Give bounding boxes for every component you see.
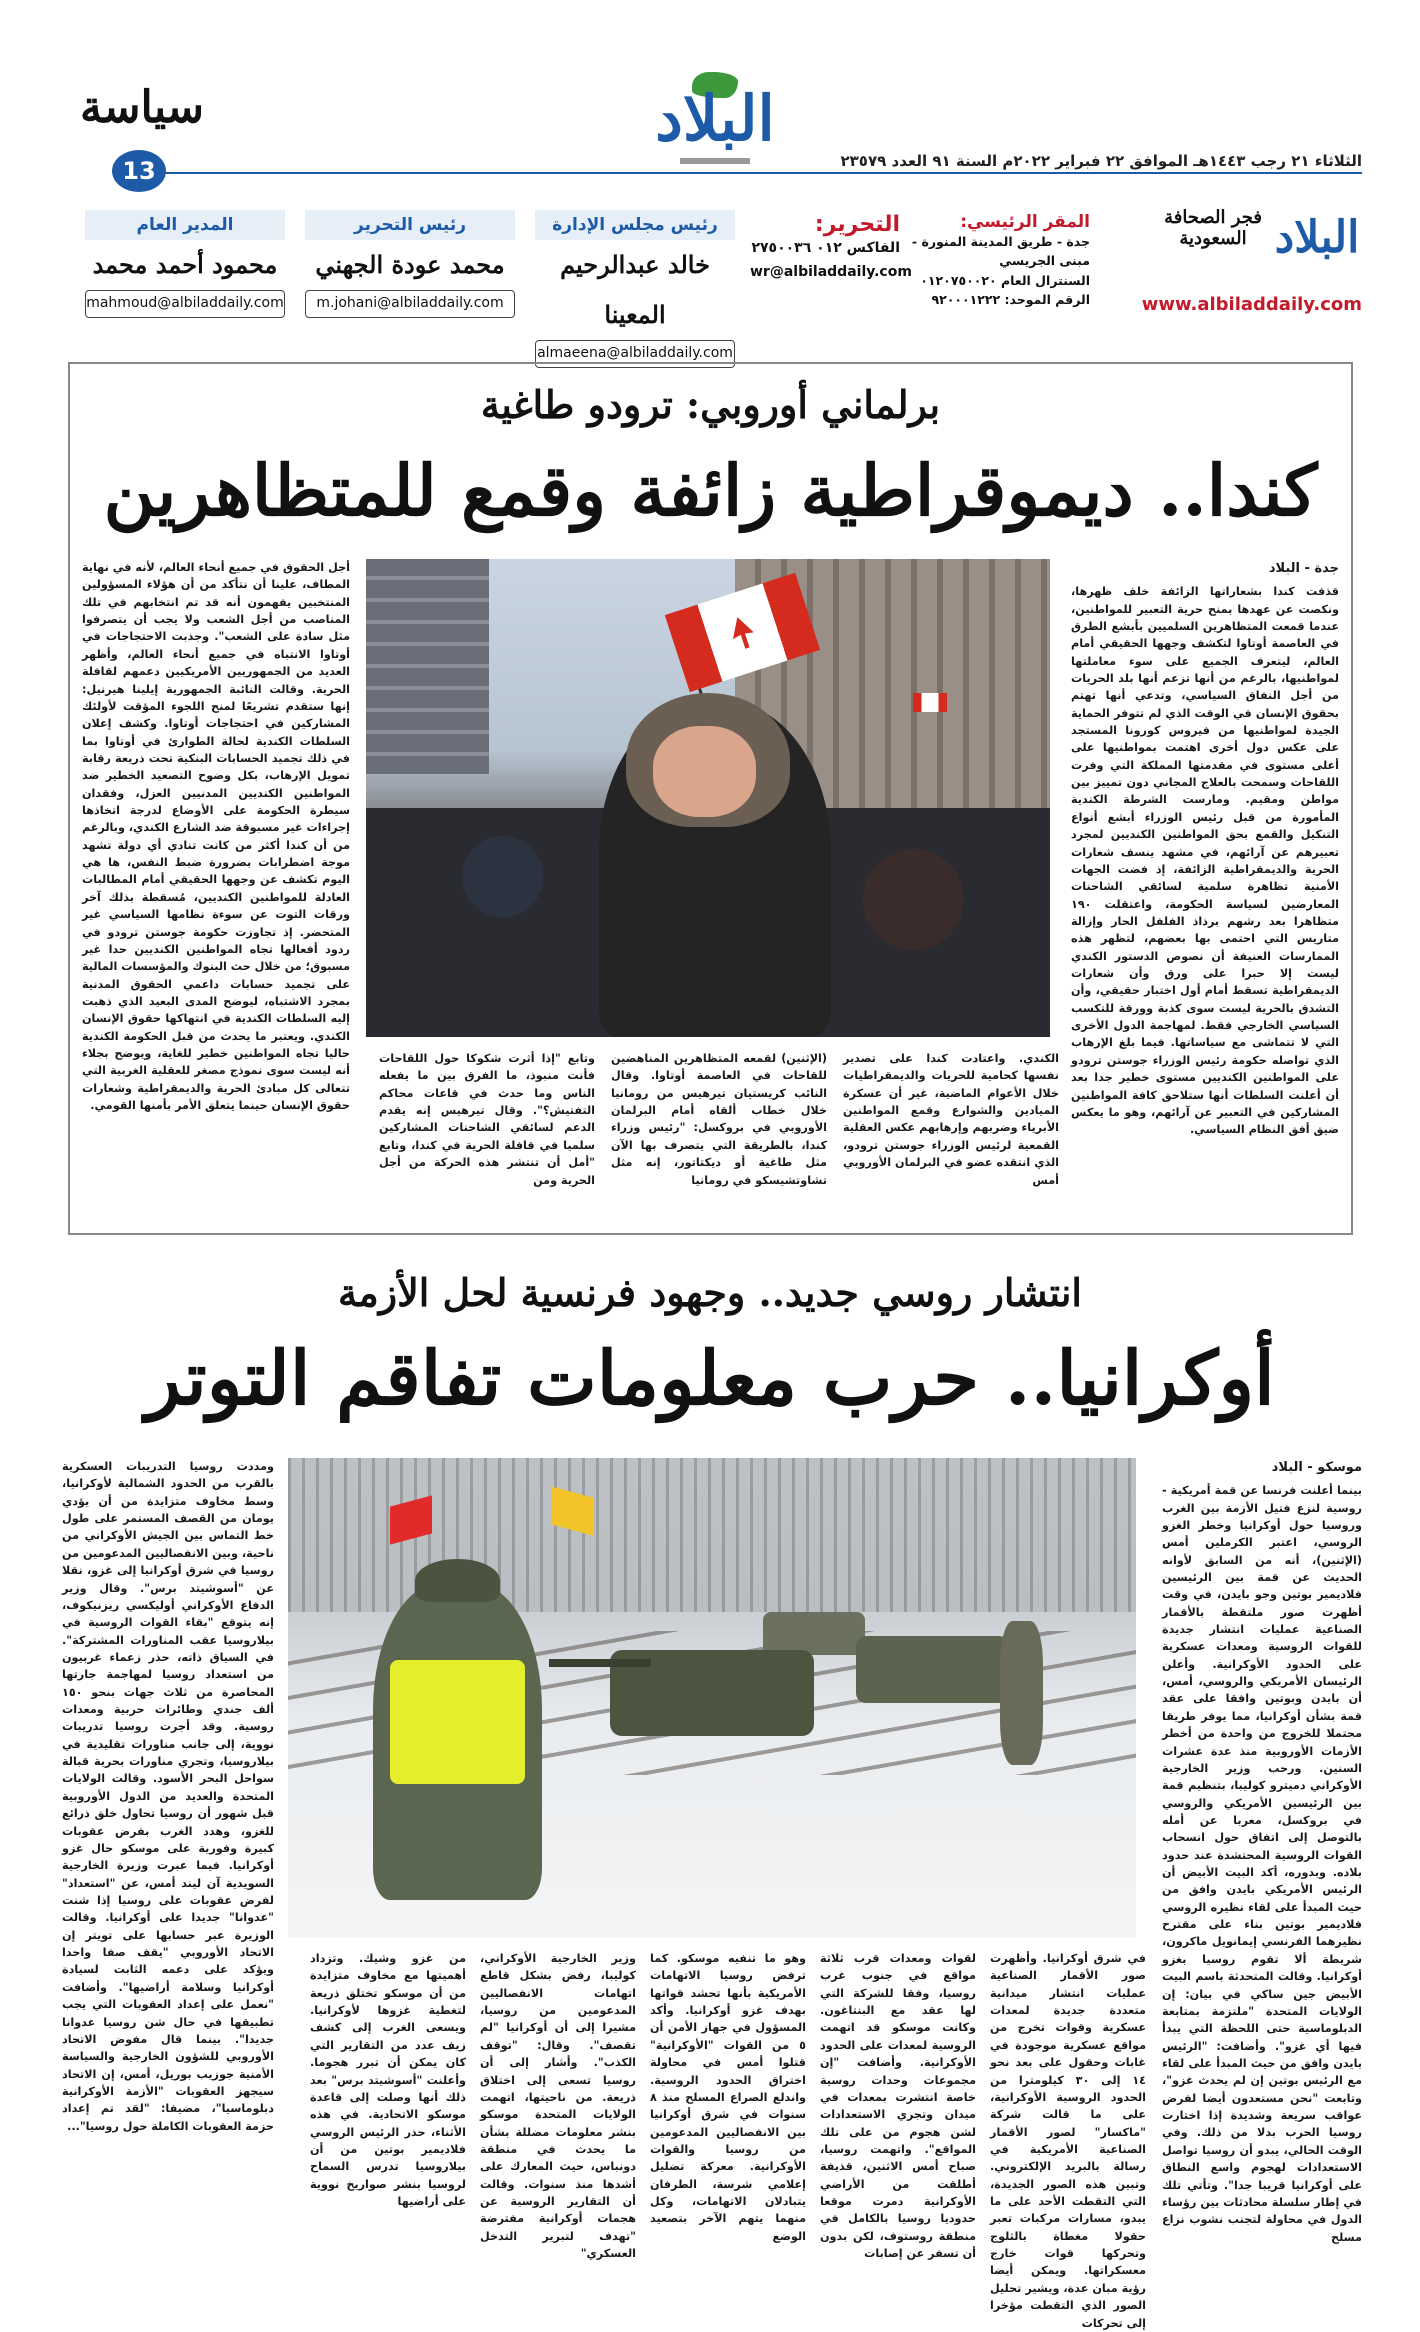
headquarters-info [910,212,1090,310]
masthead-logo[interactable]: البلاد [1274,212,1360,263]
tank-icon [856,1636,1009,1703]
chairman-role: رئيس مجلس الإدارة [535,210,735,240]
masthead [0,200,1420,361]
article2-column-left: ومددت روسيا التدريبات العسكرية بالقرب من الحدود الشمالية لأوكرانيا، وسط مخاوف متزايدة من أن يؤدي يومان من القصف المستمر على طول خط التماس بين الجيش الأوكراني من ناحية، وبين الانفصاليين المدعومين من روسيا في شرق أوكرانيا إلى غزو، نقلا عن "أسوشيتد برس". وقال وزير الدفاع الأوكراني أوليكسي ريزنيكوف، إنه يتوقع "بقاء القوات الروسية في بيلاروسيا عقب المناورات المشتركة". في السياق ذاته، حذر زعماء غربيون من استعداد روسيا لمهاجمة جارتها المحاصرة من ثلاث جهات بنحو ١٥٠ ألف جندي وطائرات حربية ومعدات روسية. وقد أجرت روسيا تدريبات نووية، إلى جانب مناورات تقليدية في بيلاروسيا، وتجري مناورات بحرية قبالة سواحل البحر الأسود. وقالت الولايات المتحدة والعديد من الدول الأوروبية قبل شهور أن روسيا تحاول خلق ذرائع للغزو، وهدد الغرب بفرض عقوبات كبيرة وفورية على موسكو حال غزو أوكرانيا. فيما عبرت وزيرة الخارجية السويدية آن ليند أمس، عن "استعداد" لفرض عقوبات على روسيا إذا شنت "عدوانا" جديدا على أوكرانيا. وقالت الوزيرة عبر حسابها على تويتر إن الاتحاد الأوروبي "يقف صفا واحدا ويؤكد على دعمه الثابت لسيادة أوكرانيا وسلامة أراضيها". وأضافت "نعمل على إعداد العقوبات التي يجب تطبيقها في حال شن روسيا عدوانا جديدا". بينما قال مفوض الاتحاد الأوروبي للشؤون الخارجية والسياسة الأمنية جوزيب بوريل، أمس، إن الاتحاد سيجهز العقوبات "الأزمة الأوكرانية دبلوماسيا"، مضيفا: "لقد تم إعداد حزمة العقوبات الكاملة حول روسيا"... [62,1460,274,2133]
logo-text: البلاد [655,82,775,155]
issue-date-line: الثلاثاء ٢١ رجب ١٤٤٣هـ الموافق ٢٢ فبراير ٢٠٢٢م السنة ٩١ العدد ٢٣٥٧٩ [840,152,1362,170]
soldier-figure [1000,1621,1042,1765]
editorial-email[interactable]: wr@albiladdaily.com [750,263,912,280]
article1-headline: كندا.. ديموقراطية زائفة وقمع للمتظاهرين [103,449,1318,532]
article2-column-bottom-4: وزير الخارجية الأوكراني، كوليبا، رفض بشكل قاطع اتهامات الانفصاليين المدعومين من روسيا، مشيرا إلى أن أوكرانيا "لم تقصف". وقال: "توقف الكذب". وأشار إلى أن روسيا تسعى إلى اختلاق ذريعة. من ناحيتها، اتهمت الولايات المتحدة موسكو بنشر معلومات مضللة بشأن ما يحدث في منطقة دونباس، حيث المعارك على أشدها منذ سنوات. وقالت أن التقارير الروسية عن هجمات أوكرانية مفترضة "تهدف لتبرير التدخل العسكري" [480,1952,636,2261]
building-shape [366,559,489,774]
article2-kicker: انتشار روسي جديد.. وجهود فرنسية لحل الأزمة [338,1270,1082,1315]
section-title: سياسة [80,82,205,133]
editor-role: رئيس التحرير [305,210,515,240]
article1-text: قذفت كندا بشعاراتها الزائفة خلف ظهرها، ونكصت عن عهدها بمنح حرية التعبير للمواطنين، عندما قمعت المتظاهرين السلميين بأبشع الطرق في العاصمة أوتاوا لتكشف وجهها الحقيقي أمام العالم، ليتعرف الجميع على سوء معاملتها لمواطنيها، بالرغم من أنها تزعم أنها بلد الحريات من أجل النفاق السياسي، وتدعي أنها تهتم بحقوق الإنسان في الوقت الذي لم تتوفر الحماية الجيدة لمواطنيها من فيروس كورونا المستجد على عكس دول أخرى اهتمت بمواطنيها على أعلى مستوى في مقدمتها المملكة التي وفرت اللقاحات وسمحت بالعلاج المجاني دون تمييز بين مواطن ومقيم. ومارست الشرطة الكندية المأمورة من قبل رئيس الوزراء أبشع أنواع التنكيل والقمع بحق المواطنين الكنديين لمجرد تعبيرهم عن آرائهم، في مشهد ينسف شعارات الحرية والديمقراطية الزائفة، إذ فضت الجهات الأمنية تظاهرة سلمية لسائقي الشاحنات المعارضين لسياسة الحكومة، واعتقلت ١٩٠ متظاهرا بعد رشهم برذاذ الفلفل الحار وإزالة متاريس التي احتمى بها بعضهم، لتظهر هذه الممارسات العنيفة أن نصوص الدستور الكندي ليست إلا حبرا على ورق وأن شعارات الديمقراطية تسقط أمام أول اختبار حقيقي، وأن التشدق بالحرية ليست سوى كذبة وورقة للتكسب السياسي الخارجي فقط. لمهاجمة الدول الأخرى التي لا تتماشى مع سياساتها. فيما بلغ الإرهاب الذي تواصله حكومة رئيس الوزراء جوستن ترودو على المواطنين الكنديين مستوى خطير جدا بعد أن أعلنت السلطات أنها ستلاحق كافة المواطنين المشاركين في التعبير عن آرائهم، وهو ما يعكس ضيق أفق النظام السياسي. [1071,585,1339,1137]
yellow-vest [390,1660,526,1785]
tanks-photo [288,1458,1136,1938]
masthead-slogan: فجر الصحافة السعودية [1164,207,1262,249]
manager-email[interactable]: mahmoud@albiladdaily.com [85,290,285,318]
website-link[interactable]: www.albiladdaily.com [1141,294,1362,315]
article1-column-left: أجل الحقوق في جميع أنحاء العالم، لأنه في نهاية المطاف، علينا أن نتأكد من أن هؤلاء المسؤولين المنتخبين يفهمون أنه قد تم انتخابهم في تلك المناصب من أجل الشعب ولا يجب أن يتصرفوا مثل سادة على الشعب". وجذبت الاحتجاجات في أوتاوا الانتباه في جميع أنحاء العالم، وأظهر العديد من الجمهوريين الأمريكيين دعمهم لقافلة الحرية. وقالت النائبة الجمهورية إيلينا هيرنيل: إنها ستقدم تشريعًا لمنح اللجوء المؤقت لأولئك المشاركين في احتجاجات أوتاوا. وكشف إعلان السلطات الكندية لحالة الطوارئ في أوتاوا بما في ذلك تجميد الحسابات البنكية تحت ذريعة رقابة تمويل الإرهاب، بكل وضوح التصعيد الخطير ضد المواطنين الكنديين المدنيين العزل، وفقدان سيطرة الحكومة على الأوضاع لدرجة اتخاذها إجراءات غير مسبوقة ضد الشارع الكندي، وبالرغم من أن كندا أكثر من كانت تنادي أي دولة تشهد موجة اضطرابات بضرورة ضبط النفس، ها هي اليوم تكشف عن وجهها الحقيقي أمام المطالبات العادلة للمواطنين الكنديين، مُسقطة بذلك آخر ورقات التوت عن سوءة نظامها السياسي غير المتحضر. إذ تجاوزت حكومة جوستن ترودو في ردود أفعالها تجاه المواطنين الكنديين حدا غير مسبوق؛ من خلال حث البنوك والمؤسسات المالية على تجميد حسابات داعمي الحقوق المدنية بمجرد الاشتباه، ليوضح المدى البعيد الذي ذهبت إليه السلطات الكندية في انتهاكها حقوق الإنسان الكندي. ويعتبر ما يحدث من قبل الحكومة الكندية حاليا تجاه المواطنين خطير للغاية، ويوضح بجلاء أنه ليست سوى نموذج مصغر للعقلية الغربية التي تتعالى كل مبادئ الحرية والديمقراطية وشعارات حقوق الإنسان حينما يتعلق الأمر بأمنها القومي. [81,561,350,1113]
article2-column-right [1162,1458,1362,2244]
article1-column-right [1071,559,1339,1221]
logo-underline [680,158,750,164]
chairman-name: خالد عبدالرحيم المعينا [560,250,710,329]
article1-dateline: جدة - البلاد [1268,561,1339,576]
hq-line: السنترال العام ٠١٢٠٧٥٠٠٢٠ [920,272,1090,288]
article1-kicker: برلماني أوروبي: ترودو طاغية [480,382,941,427]
article1-column-bottom-2: (الإثنين) لقمعه المتظاهرين المناهضين للقاحات في العاصمة أوتاوا. وقال النائب كريستيان تيرهيس من رومانيا خلال خطاب ألقاه أمام البرلمان الأوروبي في بروكسل: "رئيس وزراء كندا، بالطريقة التي يتصرف بها الآن مثل طاغية أو ديكتاتور، إنه مثل تشاوتشيسكو في رومانيا [611,1052,827,1187]
canada-article [68,362,1353,1235]
ukraine-article [0,1260,1420,2330]
helmet-shape [415,1559,500,1602]
editor-name: محمد عودة الجهني [315,250,505,279]
manager-role: المدير العام [85,210,285,240]
article2-dateline: موسكو - البلاد [1271,1460,1362,1475]
article1-column-bottom-3: وتابع "إذا أثرت شكوكا حول اللقاحات فأنت منبوذ، ما الفرق بين ما يفعله الناس وما حدث في قاعات محاكم التفتيش؟". وقال تيرهيس إنه يقدم الدعم لسائقي الشاحنات المشاركين سلميا في قافلة الحرية في كندا، وتابع "أمل أن تنتشر هذه الحركة من أجل الحرية ومن [379,1052,595,1187]
hq-line: جدة - طريق المدينة المنورة - مبنى الجريسي [911,234,1090,269]
editorial-info [750,212,912,285]
tank-icon [763,1612,865,1655]
canada-flag-icon [913,693,947,712]
hq-title: المقر الرئيسي: [960,212,1090,232]
article2-text: بينما أعلنت فرنسا عن قمة أمريكية - روسية لنزع فتيل الأزمة بين الغرب وروسيا حول أوكرانيا وخطر الغزو الروسي، اعتبر الكرملين أمس (الإثنين)، أنه من السابق لأوانه الحديث عن قمة بين الرئيسين فلاديمير بوتين وجو بايدن، في وقت أظهرت صور ملتقطة بالأقمار الصناعية عمليات انتشار جديدة للقوات الروسية ومعدات عسكرية على الحدود الأوكرانية. وأعلن الرئيسان الأمريكي والروسي، أمس، أن بايدن وبوتين وافقا على عقد قمة بشأن أوكرانيا، مما يوفر طريقا محتملا للخروج من واحدة من أخطر الأزمات الأوروبية منذ عدة عشرات السنين. ورحب وزير الخارجية الأوكراني دميترو كوليبا، بتنظيم قمة بين الرئيسين الأمريكي والروسي في بروكسل، معربا عن أمله بالتوصل إلى اتفاق حول انسحاب القوات الروسية المحتشدة عند حدود بلاده. وبدوره، أكد البيت الأبيض أن الرئيس الأمريكي بايدن وافق من حيث المبدأ على لقاء نظيره الروسي فلاديمير بوتين بناء على مقترح نظيرهما الفرنسي إيمانويل ماكرون، شريطة ألا تقوم روسيا بغزو أوكرانيا. وقالت المتحدثة باسم البيت الأبيض جين ساكي في بيان: إن الولايات المتحدة "ملتزمة بمتابعة الدبلوماسية حتى اللحظة التي يبدأ فيها أي غزو". وأضافت: "الرئيس بايدن وافق من حيث المبدأ على لقاء مع الرئيس بوتين إن لم يحدث غزو"، وتابعت "نحن مستعدون أيضا لفرض عواقب سريعة وشديدة إذا اختارت روسيا الحرب بدلا من ذلك. وفي الوقت الحالي، يبدو أن روسيا تواصل الاستعدادات لهجوم واسع النطاق على أوكرانيا قريبا جدا". وتأتي تلك في إطار سلسلة محادثات بين رؤساء الدول في محاولة لتجنب نشوب نزاع مسلح [1162,1484,1362,2244]
page-header [0,0,1420,200]
hq-line: الرقم الموحد: ٩٢٠٠٠١٢٢٢ [931,292,1090,308]
protest-photo [366,559,1050,1037]
newspaper-logo[interactable] [630,70,800,170]
tank-icon [610,1650,814,1736]
editorial-fax: الفاكس ٠١٢ ٢٧٥٠٠٣٦ [751,240,900,256]
page-number: 13 [112,150,166,192]
article2-column-bottom-5: من غزو وشيك. وتزداد أهميتها مع مخاوف متزايدة من أن موسكو تختلق ذريعة لتغطية غزوها لأوكرانيا. ويسعى الغرب إلى كشف زيف عدد من التقارير التي كان يمكن أن تبرر هجوما. وأعلنت "أسوشيتد برس" بعد ذلك أنها وصلت إلى قاعدة موسكو الاتحادية. في هذه الأثناء، حذر الرئيس الروسي فلاديمير بوتين من أن بيلاروسيا تدرس السماح لروسيا بنشر صواريخ نووية على أراضيها [310,1952,466,2209]
article1-column-bottom-1: الكندي. واعتادت كندا على تصدير نفسها كحامية للحريات والديمقراطيات خلال الأعوام الماضية، غير أن عسكرة الميادين والشوارع وقمع المواطنين الأبرياء وضربهم وإرهابهم عكس العقلية القمعية لرئيس الوزراء جوستن ترودو، الذي انتقده عضو في البرلمان الأوروبي أمس [843,1052,1059,1187]
general-manager-box [85,210,285,330]
chairman-box [535,210,735,361]
article2-column-bottom-1: في شرق أوكرانيا. وأظهرت صور الأقمار الصناعية عمليات انتشار ميدانية متعددة جديدة لمعدات عسكرية وقوات تخرج من مواقع عسكرية موجودة في غابات وحقول على بعد نحو ١٤ إلى ٣٠ كيلومترا من الحدود الروسية الأوكرانية، على ما قالت شركة "ماكسار" لصور الأقمار الصناعية الأمريكية في رسالة بالبريد الإلكتروني. وتبين هذه الصور الجديدة، التي التقطت الأحد على ما يبدو، مسارات مركبات تعبر حقولا مغطاة بالثلوج وتحركها قوات خارج معسكراتها. ويمكن أيضا رؤية مبان عدة، ويشير تحليل الصور الذي التقطت مؤخرا إلى تحركات [990,1952,1146,2330]
article2-column-bottom-3: وهو ما تنفيه موسكو. كما ترفض روسيا الاتهامات الأمريكية بأنها تحشد قواتها بهدف غزو أوكرانيا. وأكد المسؤول في جهاز الأمن أن ٥ من القوات "الأوكرانية" قتلوا أمس في محاولة اختراق الحدود الروسية. واندلع الصراع المسلح منذ ٨ سنوات في شرق أوكرانيا بين الانفصاليين المدعومين من روسيا والقوات الأوكرانية. معركة تضليل إعلامي شرسة، الطرفان يتبادلان الاتهامات، وكل منهما يتهم الآخر بتصعيد الوضع [650,1952,806,2243]
header-divider [150,172,1362,174]
chairman-email[interactable]: almaeena@albiladdaily.com [535,340,735,368]
protester-face [653,726,756,817]
article2-headline: أوكرانيا.. حرب معلومات تفاقم التوتر [145,1336,1275,1422]
editorial-title: التحرير: [814,212,900,237]
manager-name: محمود أحمد محمد [92,250,278,279]
editor-email[interactable]: m.johani@albiladdaily.com [305,290,515,318]
editor-in-chief-box [305,210,515,330]
article2-column-bottom-2: لقوات ومعدات قرب ثلاثة مواقع في جنوب غرب روسيا، وفقا للشركة التي لها عقد مع البنتاغون. وكانت موسكو قد اتهمت الروسية لمعدات على الحدود الأوكرانية. وأضافت "إن مجموعات وحدات روسية خاصة انتشرت بمعدات في ميدان وتجري الاستعدادات لشن هجوم من على تلك المواقع". واتهمت روسيا، صباح أمس الاثنين، قذيفة أطلقت من الأراضي الأوكرانية دمرت موقعا حدوديا روسيا بالكامل في منطقة روستوف، لكن بدون أن تسفر عن إصابات [820,1952,976,2261]
